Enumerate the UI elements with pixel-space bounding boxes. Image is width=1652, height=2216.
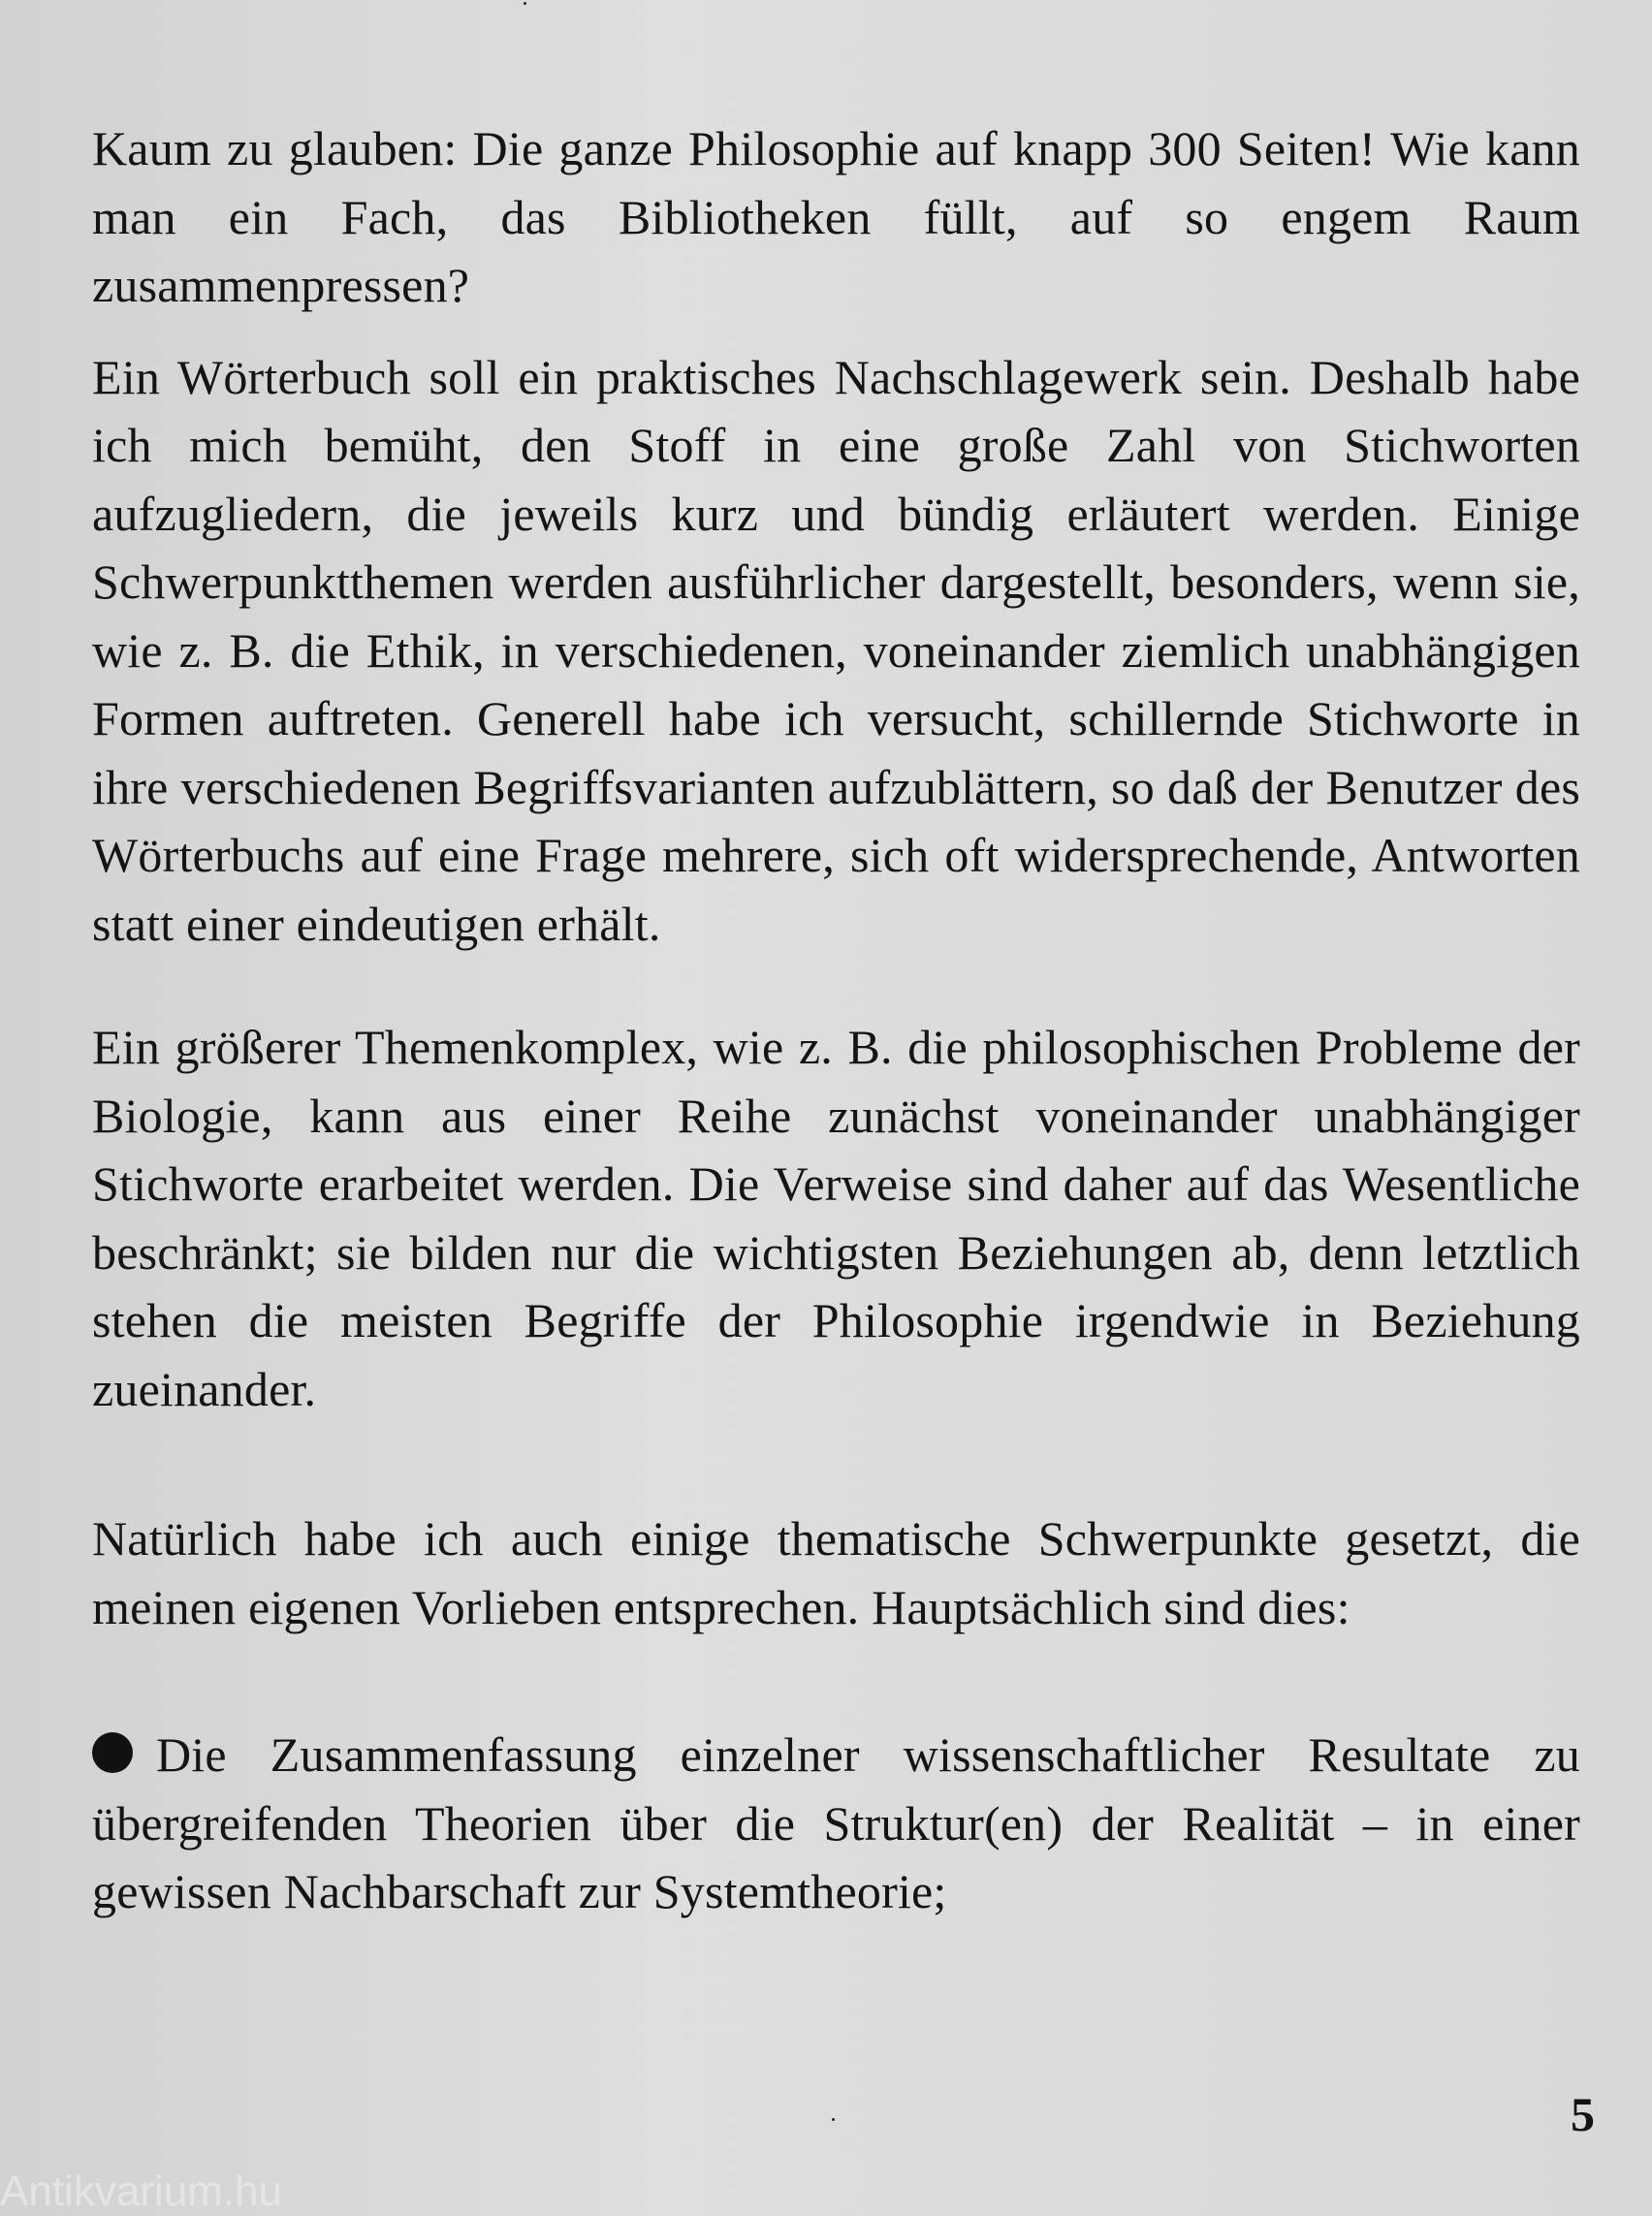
watermark: Antikvarium.hu — [0, 2168, 283, 2215]
paragraph-theme-complex: Ein größerer Themenkomplex, wie z. B. die philosophischen Probleme der Biologie, kann aus einer Reihe zunächst voneinander unabhängiger Stichworte erarbeitet werden. Die Verweise sind daher auf das Wesentliche beschränkt; sie bilden nur die wichtigsten Beziehungen ab, denn letztlich stehen die meisten Begriffe der Philosophie irgendwie in Beziehung zueinander. — [92, 1020, 1580, 1416]
bullet-item-text: Die Zusammenfassung einzelner wissenschaftlicher Resultate zu übergreifenden Theorien über die Struktur(en) der Realität – in einer gewissen Nachbarschaft zur Systemtheorie; — [92, 1727, 1580, 1918]
print-speck — [832, 2118, 835, 2121]
paragraph-dictionary-purpose: Ein Wörterbuch soll ein praktisches Nachschlagewerk sein. Deshalb habe ich mich bemüht, den Stoff in eine große Zahl von Stichworten aufzugliedern, die jeweils kurz und bündig erläutert werden. Einige Schwerpunktthemen werden ausführlicher dargestellt, besonders, wenn sie, wie z. B. die Ethik, in verschiedenen, voneinander ziemlich unabhängigen Formen auftreten. Generell habe ich versucht, schillernde Stichworte in ihre verschiedenen Begriffsvarianten aufzublättern, so daß der Benutzer des Wörterbuchs auf eine Frage mehrere, sich oft widersprechende, Antworten statt einer eindeutigen erhält. — [92, 349, 1580, 951]
print-speck — [524, 2, 526, 5]
paragraph-intro: Kaum zu glauben: Die ganze Philosophie auf knapp 300 Seiten! Wie kann man ein Fach, das Bibliotheken füllt, auf so engem Raum zusammenpressen? — [92, 121, 1580, 312]
page-number: 5 — [1571, 2087, 1595, 2141]
paragraph-focus-topics: Natürlich habe ich auch einige thematische Schwerpunkte gesetzt, die meinen eigenen Vorlieben entsprechen. Hauptsächlich sind dies: — [92, 1511, 1580, 1634]
bullet-dot-icon — [92, 1732, 133, 1773]
page-body — [92, 114, 1580, 1926]
bullet-list-item — [92, 1721, 1580, 1926]
